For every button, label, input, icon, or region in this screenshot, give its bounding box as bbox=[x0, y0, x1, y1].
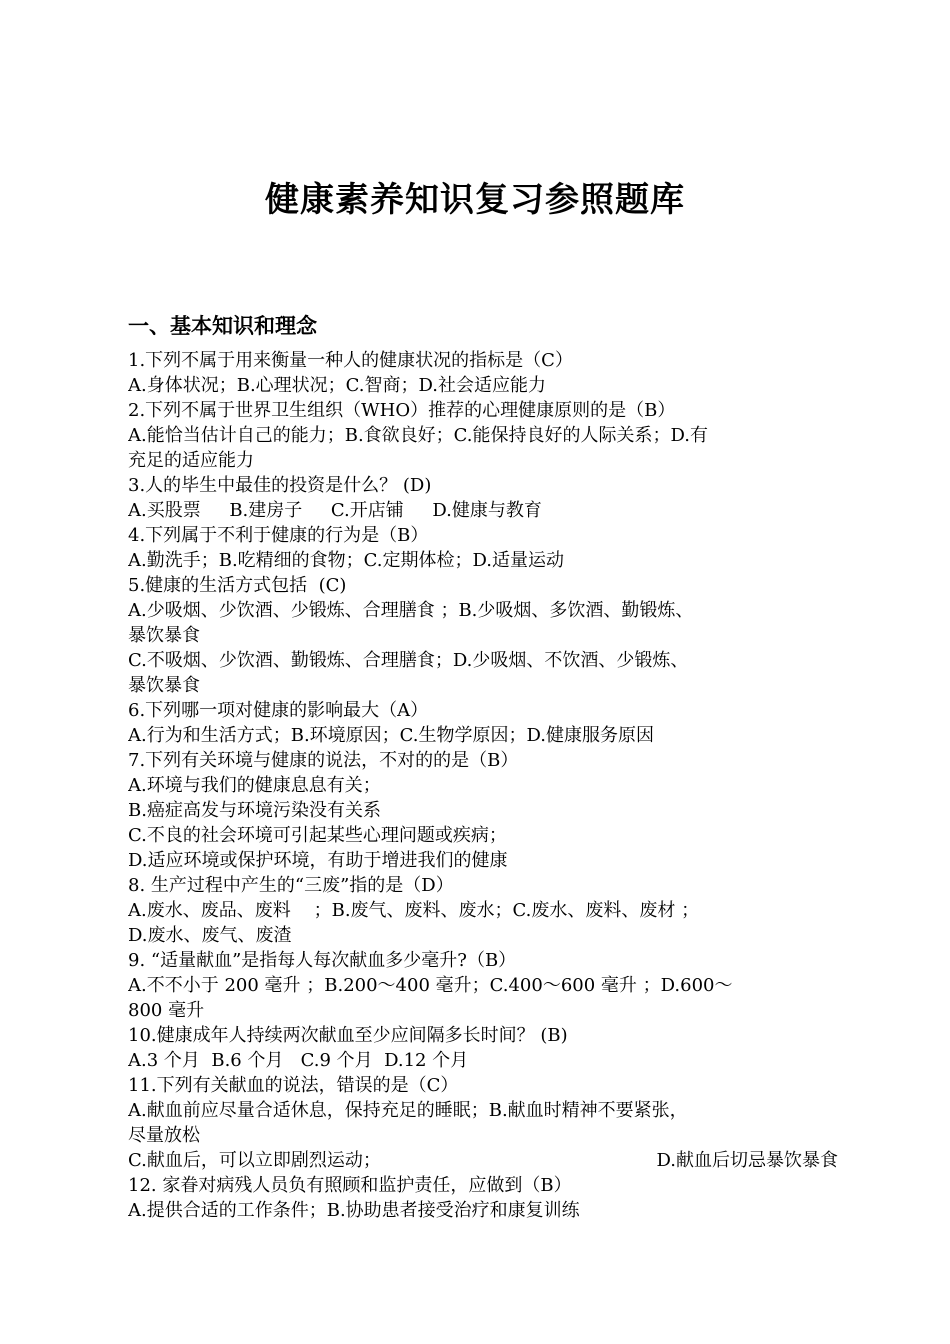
text-line: 9. “适量献血”是指每人每次献血多少毫升?（B） bbox=[128, 950, 517, 971]
text-line: A.行为和生活方式；B.环境原因；C.生物学原因；D.健康服务原因 bbox=[128, 725, 655, 746]
text-line: A.提供合适的工作条件；B.协助患者接受治疗和康复训练 bbox=[128, 1200, 580, 1221]
text-line: A.废水、废品、废料 ；B.废气、废料、废水；C.废水、废料、废材 ； bbox=[128, 900, 700, 921]
text-line: 12. 家眷对病残人员负有照顾和监护责任，应做到（B） bbox=[128, 1175, 572, 1196]
text-line: 8. 生产过程中产生的“三废”指的是（D） bbox=[128, 875, 454, 896]
text-line: 6.下列哪一项对健康的影响最大（A） bbox=[128, 700, 429, 721]
text-line: 暴饮暴食 bbox=[128, 625, 200, 646]
text-line: C.不良的社会环境可引起某些心理问题或疾病； bbox=[128, 825, 507, 846]
text-line: 1.下列不属于用来衡量一种人的健康状况的指标是（C） bbox=[128, 350, 573, 371]
text-line: 2.下列不属于世界卫生组织（WHO）推荐的心理健康原则的是（B） bbox=[128, 400, 676, 421]
section-heading: 一、基本知识和理念 bbox=[128, 314, 317, 338]
text-line: 11.下列有关献血的说法，错误的是（C） bbox=[128, 1075, 459, 1096]
text-line: C.不吸烟、少饮酒、勤锻炼、合理膳食；D.少吸烟、不饮酒、少锻炼、 bbox=[128, 650, 689, 671]
text-line: 3.人的毕生中最佳的投资是什么？ (D) bbox=[128, 475, 432, 496]
text-line: 7.下列有关环境与健康的说法，不对的的是（B） bbox=[128, 750, 519, 771]
document-title: 健康素养知识复习参照题库 bbox=[265, 180, 685, 220]
question-list bbox=[128, 348, 838, 1223]
text-line: 800 毫升 bbox=[128, 1000, 205, 1021]
text-line: A.3 个月 B.6 个月 C.9 个月 D.12 个月 bbox=[128, 1050, 469, 1071]
text-line: 尽量放松 bbox=[128, 1125, 200, 1146]
text-line: A.能恰当估计自己的能力；B.食欲良好；C.能保持良好的人际关系；D.有 bbox=[128, 425, 709, 446]
text-line: A.少吸烟、少饮酒、少锻炼、合理膳食 ；B.少吸烟、多饮酒、勤锻炼、 bbox=[128, 600, 694, 621]
text-line: 4.下列属于不利于健康的行为是（B） bbox=[128, 525, 429, 546]
text-line-left: C.献血后，可以立即剧烈运动； bbox=[128, 1150, 381, 1171]
text-line: D.适应环境或保护环境，有助于增进我们的健康 bbox=[128, 850, 508, 871]
text-line: A.环境与我们的健康息息有关； bbox=[128, 775, 381, 796]
text-line: A.买股票 B.建房子 C.开店铺 D.健康与教育 bbox=[128, 500, 542, 521]
text-line: 5.健康的生活方式包括 (C) bbox=[128, 575, 347, 596]
text-line: B.癌症高发与环境污染没有关系 bbox=[128, 800, 381, 821]
text-line: A.身体状况；B.心理状况；C.智商；D.社会适应能力 bbox=[128, 375, 547, 396]
text-line: A.不不小于 200 毫升 ；B.200～400 毫升；C.400～600 毫升 ；D.600～ bbox=[128, 975, 733, 996]
text-line-right: D.献血后切忌暴饮暴食 bbox=[656, 1150, 838, 1171]
text-line: D.废水、废气、废渣 bbox=[128, 925, 292, 946]
text-line: 充足的适应能力 bbox=[128, 450, 254, 471]
text-line-split bbox=[128, 1148, 838, 1173]
text-line: A.献血前应尽量合适休息，保持充足的睡眠；B.献血时精神不要紧张， bbox=[128, 1100, 688, 1121]
text-line: A.勤洗手；B.吃精细的食物；C.定期体检；D.适量运动 bbox=[128, 550, 565, 571]
text-line: 10.健康成年人持续两次献血至少应间隔多长时间？ (B) bbox=[128, 1025, 568, 1046]
text-line: 暴饮暴食 bbox=[128, 675, 200, 696]
